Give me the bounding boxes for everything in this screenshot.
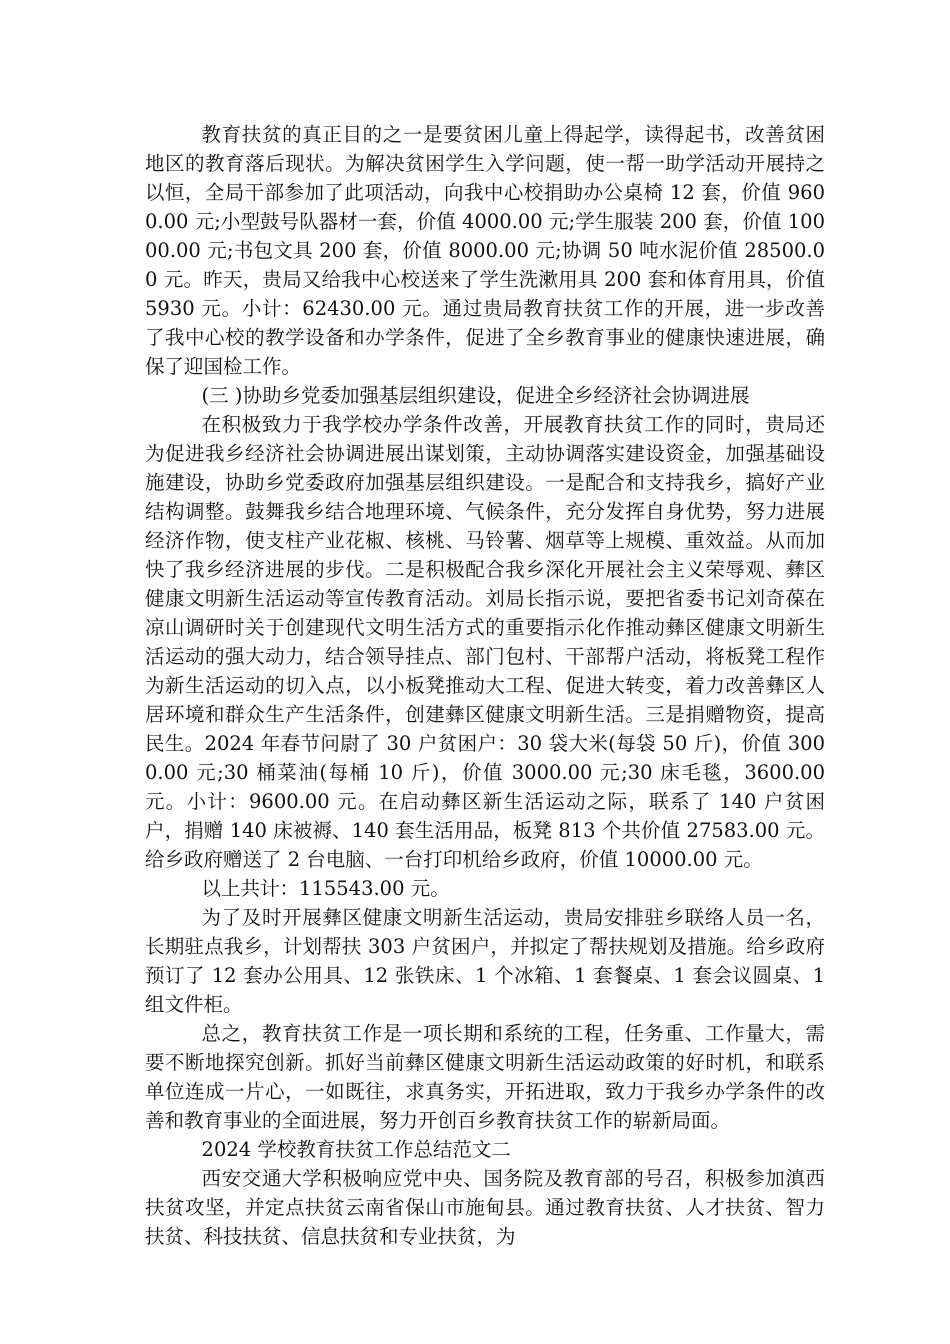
paragraph-liaison: 为了及时开展彝区健康文明新生活运动，贵局安排驻乡联络人员一名，长期驻点我乡，计划帮扶 303 户贫困户，并拟定了帮扶规划及措施。给乡政府预订了 12 套办公用具、12 张铁床、1 个冰箱、1 套餐桌、1 套会议圆桌、1 组文件柜。 bbox=[145, 906, 825, 1016]
paragraph-economic-development: 在积极致力于我学校办学条件改善，开展教育扶贫工作的同时，贵局还为促进我乡经济社会协调进展出谋划策，主动协调落实建设资金，加强基础设施建设，协助乡党委政府加强基层组织建设。一是配合和支持我乡，搞好产业结构调整。鼓舞我乡结合地理环境、气候条件，充分发挥自身优势，努力进展经济作物，使支柱产业花椒、核桃、马铃薯、烟草等上规模、重效益。从而加快了我乡经济进展的步伐。二是积极配合我乡深化开展社会主义荣辱观、彝区健康文明新生活运动等宣传教育活动。刘局长指示说，要把省委书记刘奇葆在凉山调研时关于创建现代文明生活方式的重要指示化作推动彝区健康文明新生活运动的强大动力，结合领导挂点、部门包村、干部帮户活动，将板凳工程作为新生活运动的切入点，以小板凳推动大工程、促进大转变，着力改善彝区人居环境和群众生产生活条件，创建彝区健康文明新生活。三是捐赠物资，提高民生。2024 年春节问尉了 30 户贫困户：30 袋大米(每袋 50 斤)，价值 3000.00 元;30 桶菜油(每桶 10 斤)，价值 3000.00 元;30 床毛毯，3600.00 元。小计：9600.00 元。在启动彝区新生活运动之际，联系了 140 户贫困户，捐赠 140 床被褥、140 套生活用品，板凳 813 个共价值 27583.00 元。给乡政府赠送了 2 台电脑、一台打印机给乡政府，价值 10000.00 元。 bbox=[145, 413, 825, 871]
paragraph-xjtu: 西安交通大学积极响应党中央、国务院及教育部的号召，积极参加滇西扶贫攻坚，并定点扶贫云南省保山市施甸县。通过教育扶贫、人才扶贫、智力扶贫、科技扶贫、信息扶贫和专业扶贫，为 bbox=[145, 1167, 825, 1248]
section-heading-sample-two: 2024 学校教育扶贫工作总结范文二 bbox=[201, 1138, 511, 1161]
paragraph-education-aid: 教育扶贫的真正目的之一是要贫困儿童上得起学，读得起书，改善贫困地区的教育落后现状。为解决贫困学生入学问题，使一帮一助学活动开展持之以恒，全局干部参加了此项活动，向我中心校捐助办公桌椅 12 套，价值 9600.00 元;小型鼓号队器材一套，价值 4000.00 元;学生服装 200 套，价值 10000.00 元;书包文具 200 套，价值 8000.00 元;协调 50 吨水泥价值 28500.00 元。昨天，贵局又给我中心校送来了学生洗漱用具 200 套和体育用具，价值 5930 元。小计：62430.00 元。通过贵局教育扶贫工作的开展，进一步改善了我中心校的教学设备和办学条件，促进了全乡教育事业的健康快速进展，确保了迎国检工作。 bbox=[145, 123, 825, 378]
section-heading-three: (三 )协助乡党委加强基层组织建设，促进全乡经济社会协调进展 bbox=[201, 384, 750, 407]
paragraph-total: 以上共计：115543.00 元。 bbox=[201, 877, 450, 900]
paragraph-summary: 总之，教育扶贫工作是一项长期和系统的工程，任务重、工作量大，需要不断地探究创新。抓好当前彝区健康文明新生活运动政策的好时机，和联系单位连成一片心，一如既往，求真务实，开拓进取，致力于我乡办学条件的改善和教育事业的全面进展，努力开创百乡教育扶贫工作的崭新局面。 bbox=[145, 1022, 825, 1132]
document-body bbox=[145, 120, 825, 1251]
